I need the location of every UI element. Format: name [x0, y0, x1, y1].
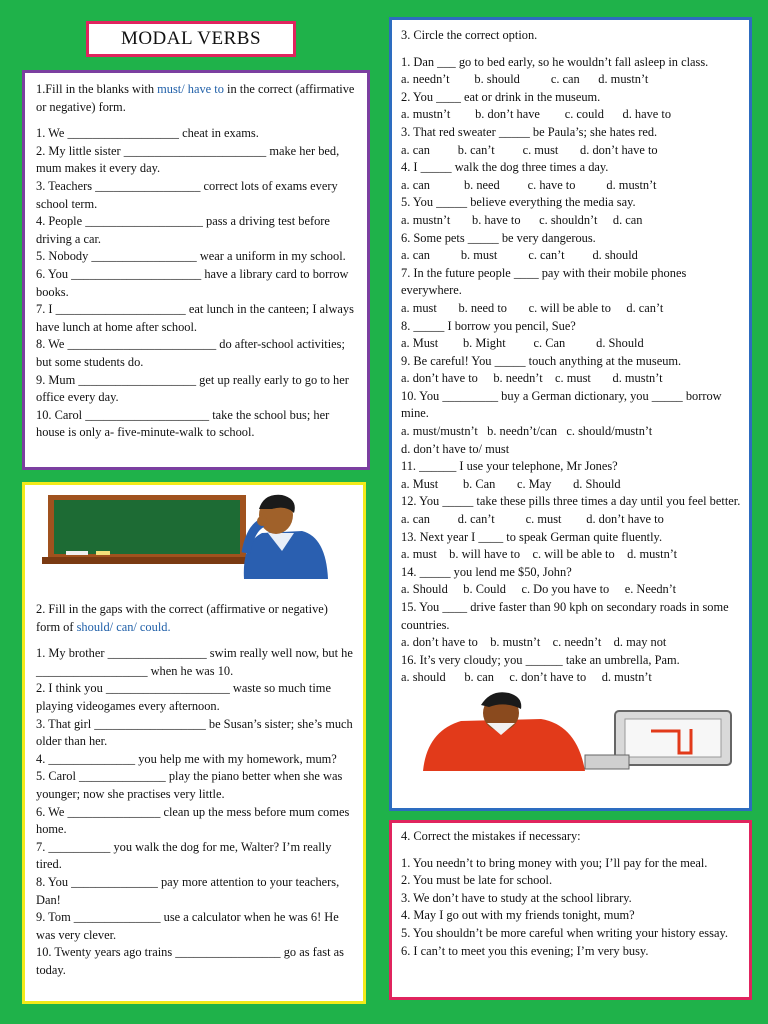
exercise-4-item: 6. I can’t to meet you this evening; I’m very busy. [401, 943, 649, 958]
exercise-2-item: 6. We _______________ clean up the mess before mum comes home. [36, 804, 350, 837]
options-line: a. Should b. Could c. Do you have to e. Needn’t [401, 582, 677, 597]
instr-text: 2. Fill in the gaps with the correct (affirmative or negative) form of [36, 602, 328, 634]
exercise-2-item: 1. My brother ________________ swim really well now, but he __________________ when he was 10. [36, 646, 353, 678]
options-line: a. can b. can’t c. must d. don’t have to [401, 142, 658, 157]
options-line: a. can d. can’t c. must d. don’t have to [401, 512, 664, 527]
exercise-1-item: 2. My little sister _______________________ make her bed, mum makes it every day. [36, 143, 340, 176]
question-line: 1. Dan ___ go to bed early, so he wouldn’t fall asleep in class. [401, 54, 709, 69]
exercise-2-item: 10. Twenty years ago trains _________________ go as fast as today. [36, 945, 344, 977]
question-line: 11. ______ I use your telephone, Mr Jones? [401, 459, 618, 474]
exercise-1-item: 7. I _____________________ eat lunch in the canteen; I always have lunch at home after school. [36, 302, 354, 334]
page-title: MODAL VERBS [120, 28, 262, 49]
instr-highlight: should/ can/ could. [76, 619, 171, 634]
teacher-chalkboard-illustration [36, 493, 356, 579]
exercise-1-item: 6. You _____________________ have a library card to borrow books. [36, 266, 349, 299]
instr-text: in the correct (affirmative or negative) form. [36, 82, 355, 114]
exercise-2-box [22, 482, 366, 1004]
question-line: 8. _____ I borrow you pencil, Sue? [401, 318, 576, 333]
question-line: 10. You _________ buy a German dictionary, you _____ borrow mine. [401, 388, 722, 421]
exercise-4-item: 4. May I go out with my friends tonight, mum? [401, 908, 635, 923]
question-line: 15. You ____ drive faster than 90 kph on secondary roads in some countries. [401, 600, 729, 632]
options-line: a. Must b. Can c. May d. Should [401, 476, 621, 491]
options-line: a. needn’t b. should c. can d. mustn’t [401, 72, 649, 87]
question-line: 6. Some pets _____ be very dangerous. [401, 230, 596, 245]
exercise-1-item: 8. We ________________________ do after-school activities; but some students do. [36, 337, 345, 369]
question-line: 9. Be careful! You _____ touch anything at the museum. [401, 353, 682, 368]
question-line: 16. It’s very cloudy; you ______ take an umbrella, Pam. [401, 652, 680, 667]
exercise-3-box [389, 17, 752, 811]
options-line: a. Must b. Might c. Can d. Should [401, 336, 644, 351]
options-line: a. must/mustn’t b. needn’t/can c. should/mustn’t [401, 424, 653, 439]
exercise-1-instructions [36, 81, 357, 116]
question-line: 7. In the future people ____ pay with their mobile phones everywhere. [401, 265, 687, 298]
exercise-2-item: 2. I think you ____________________ waste so much time playing videogames every afternoon. [36, 681, 331, 713]
question-line: 4. I _____ walk the dog three times a day. [401, 160, 609, 175]
options-line: a. mustn’t b. don’t have c. could d. have to [401, 107, 672, 122]
options-line: a. can b. must c. can’t d. should [401, 248, 638, 263]
exercise-2-item: 3. That girl __________________ be Susan’s sister; she’s much older than her. [36, 716, 353, 749]
exercise-3-instructions: 3. Circle the correct option. [401, 28, 538, 42]
options-line: a. must b. will have to c. will be able to d. mustn’t [401, 547, 678, 562]
question-line: 3. That red sweater _____ be Paula’s; she hates red. [401, 124, 658, 139]
exercise-2-item: 7. __________ you walk the dog for me, Walter? I’m really tired. [36, 839, 332, 872]
options-line: a. should b. can c. don’t have to d. mustn’t [401, 670, 652, 685]
options-line: a. can b. need c. have to d. mustn’t [401, 177, 657, 192]
exercise-2-item: 9. Tom ______________ use a calculator when he was 6! He was very clever. [36, 910, 339, 942]
question-line: 5. You _____ believe everything the media say. [401, 195, 636, 210]
exercise-1-item: 5. Nobody _________________ wear a uniform in my school. [36, 249, 346, 264]
options-line: a. don’t have to b. needn’t c. must d. mustn’t [401, 371, 663, 386]
exercise-2-item: 4. ______________ you help me with my homework, mum? [36, 751, 337, 766]
exercise-1-box [22, 70, 370, 470]
question-line: 14. _____ you lend me $50, John? [401, 564, 572, 579]
instr-text: 1.Fill in the blanks with [36, 82, 158, 96]
exercise-4-item: 3. We don’t have to study at the school library. [401, 890, 632, 905]
options-line: d. don’t have to/ must [401, 441, 510, 456]
exercise-4-item: 1. You needn’t to bring money with you; I’ll pay for the meal. [401, 855, 708, 870]
question-line: 12. You _____ take these pills three times a day until you feel better. [401, 494, 741, 509]
instr-highlight: must/ have to [157, 82, 224, 96]
exercise-1-item: 3. Teachers _________________ correct lots of exams every school term. [36, 178, 338, 211]
options-line: a. mustn’t b. have to c. shouldn’t d. can [401, 212, 643, 227]
exercise-1-item: 1. We __________________ cheat in exams. [36, 126, 259, 141]
exercise-2-instructions [36, 601, 353, 636]
question-line: 13. Next year I ____ to speak German quite fluently. [401, 529, 663, 544]
title-box [86, 21, 296, 57]
exercise-1-item: 4. People ___________________ pass a driving test before driving a car. [36, 214, 330, 246]
exercise-2-item: 5. Carol ______________ play the piano better when she was younger; now she practises very little. [36, 769, 343, 801]
question-line: 2. You ____ eat or drink in the museum. [401, 89, 601, 104]
options-line: a. don’t have to b. mustn’t c. needn’t d. may not [401, 635, 667, 650]
exercise-1-item: 10. Carol ____________________ take the school bus; her house is only a- five-minute-walk to school. [36, 407, 330, 440]
student-computer-illustration [401, 691, 741, 771]
exercise-4-box [389, 820, 752, 1000]
exercise-4-item: 2. You must be late for school. [401, 873, 553, 888]
exercise-4-item: 5. You shouldn’t be more careful when writing your history essay. [401, 925, 728, 940]
exercise-1-item: 9. Mum ___________________ get up really early to go to her office every day. [36, 372, 349, 405]
options-line: a. must b. need to c. will be able to d. can’t [401, 300, 664, 315]
exercise-2-item: 8. You ______________ pay more attention to your teachers, Dan! [36, 874, 340, 907]
exercise-4-instructions: 4. Correct the mistakes if necessary: [401, 829, 581, 843]
